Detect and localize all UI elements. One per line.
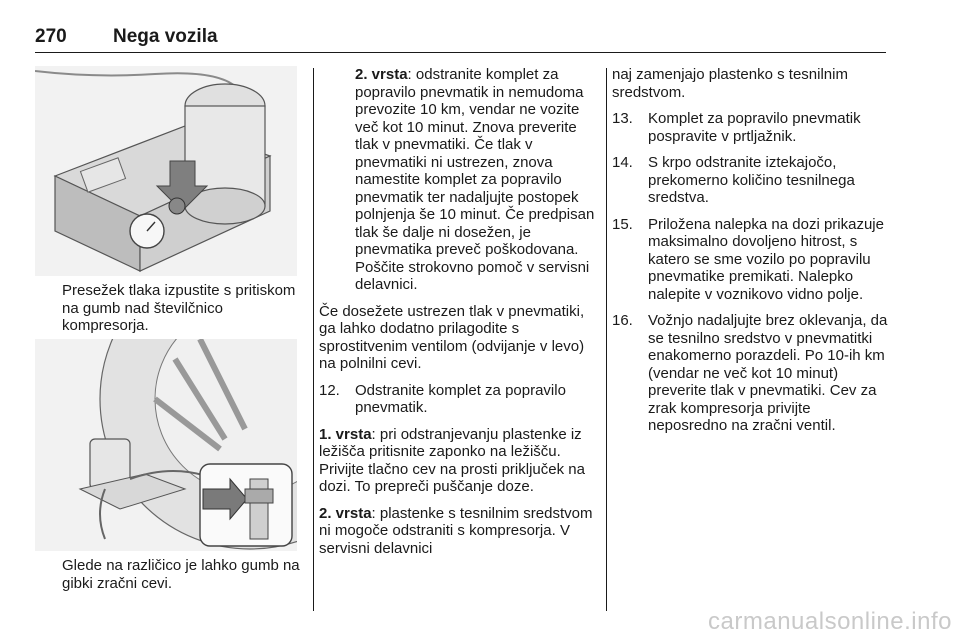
step-12 [319, 382, 597, 417]
step12-variant2 [319, 505, 597, 558]
step12-variant2-text: : plastenke s tesnilnim sredstvom ni mogoče odstraniti s kompresorja. V servisni delavnici [319, 504, 593, 557]
variant2-text: : odstranite komplet za popravilo pnevmatik in nemudoma prevozite 10 km, vendar ne vozite več kot 10 minut. Znova preverite tlak v pnevmatiki. Če tlak v pnevmatiki ni ustrezen, znova namestite komplet za popravilo pnevmatik ter nadaljujte postopek polnjenja še 10 minut. Če predpisan tlak še dalje ni dosežen, je pnevmatika preveč poškodovana. Poščite strokovno pomoč v servisni delavnici. [355, 66, 595, 293]
step-13-text: Komplet za popravilo pnevmatik pospravite v prtljažnik. [648, 110, 861, 145]
step-12-number: 12. [319, 381, 340, 399]
compressor-caption [62, 282, 302, 335]
tire-hose-illustration [35, 339, 297, 551]
pressure-text: Če dosežete ustrezen tlak v pnevmatiki, ga lahko dodatno prilagodite s sprostitvenim ventilom (odvijanje v levo) na polnilni cevi. [319, 302, 585, 372]
variant2-label: 2. vrsta [355, 66, 408, 83]
step-16-number: 16. [612, 312, 633, 329]
tire-hose-drawing [35, 339, 297, 551]
column-divider-2 [606, 68, 607, 611]
column-divider-1 [313, 68, 314, 611]
step-14-number: 14. [612, 154, 633, 171]
variant2-paragraph [355, 66, 597, 294]
compressor-caption-text: Presežek tlaka izpustite s pritiskom na gumb nad številčnico kompresorja. [62, 282, 296, 334]
step-16 [612, 312, 888, 435]
page-header [35, 26, 886, 53]
hose-caption [62, 557, 302, 592]
compressor-drawing [35, 66, 297, 276]
middle-column [319, 66, 597, 566]
page-title: Nega vozila [113, 26, 218, 47]
step-15-text: Priložena nalepka na dozi prikazuje maksimalno dovoljeno hitrost, s katero se sme vozilo po popravilu pnevmatike premikati. Nalepko nalepite v voznikovo vidno polje. [648, 215, 884, 303]
page-number: 270 [35, 26, 67, 47]
continuation-paragraph [612, 66, 888, 101]
step-14-text: S krpo odstranite iztekajočo, prekomerno količino tesnilnega sredstva. [648, 154, 855, 206]
step-16-text: Vožnjo nadaljujte brez oklevanja, da se tesnilno sredstvo v pnevmatitki enakomerno porazdeli. Po 10-ih km (vendar ne več kot 10 minut) preverite tlak v pnevmatiki. Cev za zrak kompresorja privijte neposredno na zračni ventil. [648, 312, 888, 434]
compressor-illustration [35, 66, 297, 276]
step-15 [612, 216, 888, 304]
step-14 [612, 154, 888, 207]
step12-variant1 [319, 426, 597, 496]
step12-variant1-label: 1. vrsta [319, 425, 372, 443]
step-13-number: 13. [612, 110, 633, 127]
watermark: carmanualsonline.info [708, 608, 952, 635]
hose-caption-text: Glede na različico je lahko gumb na gibki zračni cevi. [62, 557, 300, 592]
step12-variant1-text: : pri odstranjevanju plastenke iz ležišča pritisnite zaponko na ležišču. Privijte tlačno cev na prosti priključek na dozi. To prepreči puščanje doze. [319, 425, 585, 495]
step12-variant2-label: 2. vrsta [319, 504, 372, 522]
step-12-text: Odstranite komplet za popravilo pnevmatik. [355, 381, 566, 416]
continuation-text: naj zamenjajo plastenko s tesnilnim sredstvom. [612, 66, 848, 101]
pressure-paragraph [319, 303, 597, 373]
step-15-number: 15. [612, 215, 633, 233]
step-13 [612, 110, 888, 145]
right-column [612, 66, 888, 444]
